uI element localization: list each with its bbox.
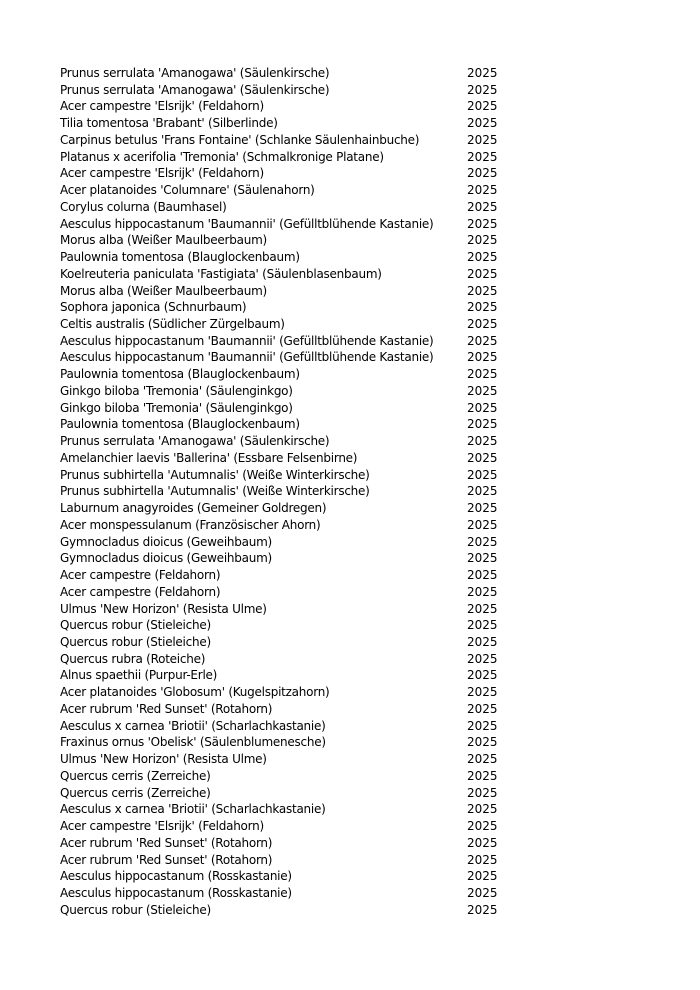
- table-row: [60, 249, 520, 266]
- tree-species-cell: Aesculus hippocastanum (Rosskastanie): [60, 869, 292, 884]
- table-row: [60, 115, 520, 132]
- tree-species-cell: Quercus cerris (Zerreiche): [60, 785, 211, 800]
- tree-species-cell: Acer campestre 'Elsrijk' (Feldahorn): [60, 819, 264, 834]
- tree-species-cell: Quercus robur (Stieleiche): [60, 902, 211, 917]
- table-row: [60, 149, 520, 166]
- planting-year-cell: 2025: [467, 132, 498, 147]
- tree-species-cell: Acer rubrum 'Red Sunset' (Rotahorn): [60, 701, 273, 716]
- tree-species-cell: Prunus subhirtella 'Autumnalis' (Weiße Winterkirsche): [60, 467, 370, 482]
- tree-species-cell: Ulmus 'New Horizon' (Resista Ulme): [60, 601, 267, 616]
- planting-year-cell: 2025: [467, 199, 498, 214]
- planting-year-cell: 2025: [467, 785, 498, 800]
- planting-year-cell: 2025: [467, 183, 498, 198]
- table-row: [60, 299, 520, 316]
- table-row: [60, 868, 520, 885]
- planting-year-cell: 2025: [467, 668, 498, 683]
- tree-species-cell: Paulownia tomentosa (Blauglockenbaum): [60, 367, 300, 382]
- planting-year-cell: 2025: [467, 701, 498, 716]
- tree-species-cell: Acer rubrum 'Red Sunset' (Rotahorn): [60, 835, 273, 850]
- planting-year-cell: 2025: [467, 885, 498, 900]
- tree-species-cell: Prunus serrulata 'Amanogawa' (Säulenkirsche): [60, 66, 330, 80]
- planting-year-cell: 2025: [467, 634, 498, 649]
- table-row: [60, 333, 520, 350]
- planting-year-cell: 2025: [467, 250, 498, 265]
- planting-year-cell: 2025: [467, 283, 498, 298]
- table-row: [60, 701, 520, 718]
- table-row: [60, 617, 520, 634]
- tree-species-cell: Acer campestre (Feldahorn): [60, 568, 221, 583]
- tree-species-cell: Corylus colurna (Baumhasel): [60, 199, 227, 214]
- planting-year-cell: 2025: [467, 317, 498, 332]
- tree-species-cell: Ulmus 'New Horizon' (Resista Ulme): [60, 752, 267, 767]
- tree-species-cell: Aesculus x carnea 'Briotii' (Scharlachkastanie): [60, 802, 326, 817]
- planting-year-cell: 2025: [467, 166, 498, 181]
- tree-species-cell: Acer campestre 'Elsrijk' (Feldahorn): [60, 99, 264, 114]
- table-row: [60, 584, 520, 601]
- planting-year-cell: 2025: [467, 819, 498, 834]
- planting-year-cell: 2025: [467, 501, 498, 516]
- table-row: [60, 835, 520, 852]
- planting-year-cell: 2025: [467, 467, 498, 482]
- tree-species-cell: Morus alba (Weißer Maulbeerbaum): [60, 233, 267, 248]
- table-row: [60, 266, 520, 283]
- table-row: [60, 718, 520, 735]
- planting-year-cell: 2025: [467, 484, 498, 499]
- tree-species-cell: Aesculus hippocastanum 'Baumannii' (Gefülltblühende Kastanie): [60, 350, 434, 365]
- tree-species-cell: Acer monspessulanum (Französischer Ahorn): [60, 517, 321, 532]
- planting-year-cell: 2025: [467, 618, 498, 633]
- planting-year-cell: 2025: [467, 434, 498, 449]
- table-row: [60, 82, 520, 99]
- planting-year-cell: 2025: [467, 333, 498, 348]
- planting-year-cell: 2025: [467, 66, 498, 80]
- table-row: [60, 517, 520, 534]
- table-row: [60, 165, 520, 182]
- planting-year-cell: 2025: [467, 266, 498, 281]
- tree-species-cell: Sophora japonica (Schnurbaum): [60, 300, 247, 315]
- planting-year-cell: 2025: [467, 367, 498, 382]
- table-row: [60, 182, 520, 199]
- planting-year-cell: 2025: [467, 735, 498, 750]
- tree-species-cell: Quercus rubra (Roteiche): [60, 651, 206, 666]
- tree-species-cell: Gymnocladus dioicus (Geweihbaum): [60, 551, 272, 566]
- planting-year-cell: 2025: [467, 685, 498, 700]
- table-row: [60, 550, 520, 567]
- table-row: [60, 400, 520, 417]
- planting-year-cell: 2025: [467, 450, 498, 465]
- table-row: [60, 885, 520, 902]
- tree-species-cell: Ginkgo biloba 'Tremonia' (Säulenginkgo): [60, 400, 293, 415]
- planting-year-cell: 2025: [467, 300, 498, 315]
- tree-species-cell: Ginkgo biloba 'Tremonia' (Säulenginkgo): [60, 383, 293, 398]
- tree-species-cell: Carpinus betulus 'Frans Fontaine' (Schlanke Säulenhainbuche): [60, 132, 420, 147]
- planting-year-cell: 2025: [467, 350, 498, 365]
- table-row: [60, 283, 520, 300]
- table-row: [60, 601, 520, 618]
- tree-species-cell: Prunus subhirtella 'Autumnalis' (Weiße Winterkirsche): [60, 484, 370, 499]
- tree-species-cell: Tilia tomentosa 'Brabant' (Silberlinde): [60, 116, 278, 131]
- table-row: [60, 132, 520, 149]
- table-row: [60, 232, 520, 249]
- table-row: [60, 634, 520, 651]
- planting-year-cell: 2025: [467, 902, 498, 917]
- planting-year-cell: 2025: [467, 517, 498, 532]
- table-row: [60, 316, 520, 333]
- table-row: [60, 349, 520, 366]
- planting-year-cell: 2025: [467, 651, 498, 666]
- planting-year-cell: 2025: [467, 116, 498, 131]
- tree-species-cell: Acer platanoides 'Columnare' (Säulenahorn): [60, 183, 315, 198]
- tree-species-cell: Laburnum anagyroides (Gemeiner Goldregen): [60, 501, 327, 516]
- planting-year-cell: 2025: [467, 82, 498, 97]
- tree-species-cell: Morus alba (Weißer Maulbeerbaum): [60, 283, 267, 298]
- tree-list-table: [60, 65, 520, 918]
- table-row: [60, 684, 520, 701]
- tree-species-cell: Amelanchier laevis 'Ballerina' (Essbare Felsenbirne): [60, 450, 358, 465]
- tree-species-cell: Celtis australis (Südlicher Zürgelbaum): [60, 317, 285, 332]
- tree-species-cell: Acer rubrum 'Red Sunset' (Rotahorn): [60, 852, 273, 867]
- planting-year-cell: 2025: [467, 752, 498, 767]
- tree-species-cell: Paulownia tomentosa (Blauglockenbaum): [60, 417, 300, 432]
- planting-year-cell: 2025: [467, 802, 498, 817]
- planting-year-cell: 2025: [467, 835, 498, 850]
- tree-species-cell: Koelreuteria paniculata 'Fastigiata' (Säulenblasenbaum): [60, 266, 382, 281]
- tree-species-cell: Platanus x acerifolia 'Tremonia' (Schmalkronige Platane): [60, 149, 384, 164]
- tree-species-cell: Alnus spaethii (Purpur-Erle): [60, 668, 218, 683]
- tree-species-cell: Aesculus hippocastanum (Rosskastanie): [60, 885, 292, 900]
- table-row: [60, 567, 520, 584]
- tree-species-cell: Quercus cerris (Zerreiche): [60, 768, 211, 783]
- tree-species-cell: Prunus serrulata 'Amanogawa' (Säulenkirsche): [60, 82, 330, 97]
- table-row: [60, 199, 520, 216]
- tree-species-cell: Aesculus hippocastanum 'Baumannii' (Gefülltblühende Kastanie): [60, 333, 434, 348]
- table-row: [60, 734, 520, 751]
- planting-year-cell: 2025: [467, 99, 498, 114]
- tree-species-cell: Acer campestre 'Elsrijk' (Feldahorn): [60, 166, 264, 181]
- tree-species-cell: Quercus robur (Stieleiche): [60, 634, 211, 649]
- planting-year-cell: 2025: [467, 417, 498, 432]
- table-row: [60, 65, 520, 82]
- table-row: [60, 500, 520, 517]
- planting-year-cell: 2025: [467, 149, 498, 164]
- tree-species-cell: Aesculus x carnea 'Briotii' (Scharlachkastanie): [60, 718, 326, 733]
- planting-year-cell: 2025: [467, 534, 498, 549]
- table-row: [60, 852, 520, 869]
- table-row: [60, 801, 520, 818]
- planting-year-cell: 2025: [467, 584, 498, 599]
- table-row: [60, 483, 520, 500]
- planting-year-cell: 2025: [467, 852, 498, 867]
- table-row: [60, 768, 520, 785]
- table-row: [60, 818, 520, 835]
- tree-species-cell: Acer campestre (Feldahorn): [60, 584, 221, 599]
- tree-species-cell: Fraxinus ornus 'Obelisk' (Säulenblumenesche): [60, 735, 326, 750]
- planting-year-cell: 2025: [467, 601, 498, 616]
- planting-year-cell: 2025: [467, 869, 498, 884]
- planting-year-cell: 2025: [467, 718, 498, 733]
- planting-year-cell: 2025: [467, 400, 498, 415]
- planting-year-cell: 2025: [467, 383, 498, 398]
- planting-year-cell: 2025: [467, 216, 498, 231]
- tree-species-cell: Paulownia tomentosa (Blauglockenbaum): [60, 250, 300, 265]
- table-row: [60, 534, 520, 551]
- table-row: [60, 98, 520, 115]
- table-row: [60, 366, 520, 383]
- table-row: [60, 433, 520, 450]
- table-row: [60, 751, 520, 768]
- table-row: [60, 902, 520, 919]
- table-row: [60, 450, 520, 467]
- table-row: [60, 785, 520, 802]
- planting-year-cell: 2025: [467, 233, 498, 248]
- table-row: [60, 383, 520, 400]
- table-row: [60, 667, 520, 684]
- tree-species-cell: Aesculus hippocastanum 'Baumannii' (Gefülltblühende Kastanie): [60, 216, 434, 231]
- planting-year-cell: 2025: [467, 551, 498, 566]
- table-row: [60, 467, 520, 484]
- planting-year-cell: 2025: [467, 568, 498, 583]
- tree-species-cell: Gymnocladus dioicus (Geweihbaum): [60, 534, 272, 549]
- tree-species-cell: Prunus serrulata 'Amanogawa' (Säulenkirsche): [60, 434, 330, 449]
- table-row: [60, 216, 520, 233]
- tree-species-cell: Acer platanoides 'Globosum' (Kugelspitzahorn): [60, 685, 330, 700]
- tree-species-cell: Quercus robur (Stieleiche): [60, 618, 211, 633]
- planting-year-cell: 2025: [467, 768, 498, 783]
- table-row: [60, 416, 520, 433]
- table-row: [60, 651, 520, 668]
